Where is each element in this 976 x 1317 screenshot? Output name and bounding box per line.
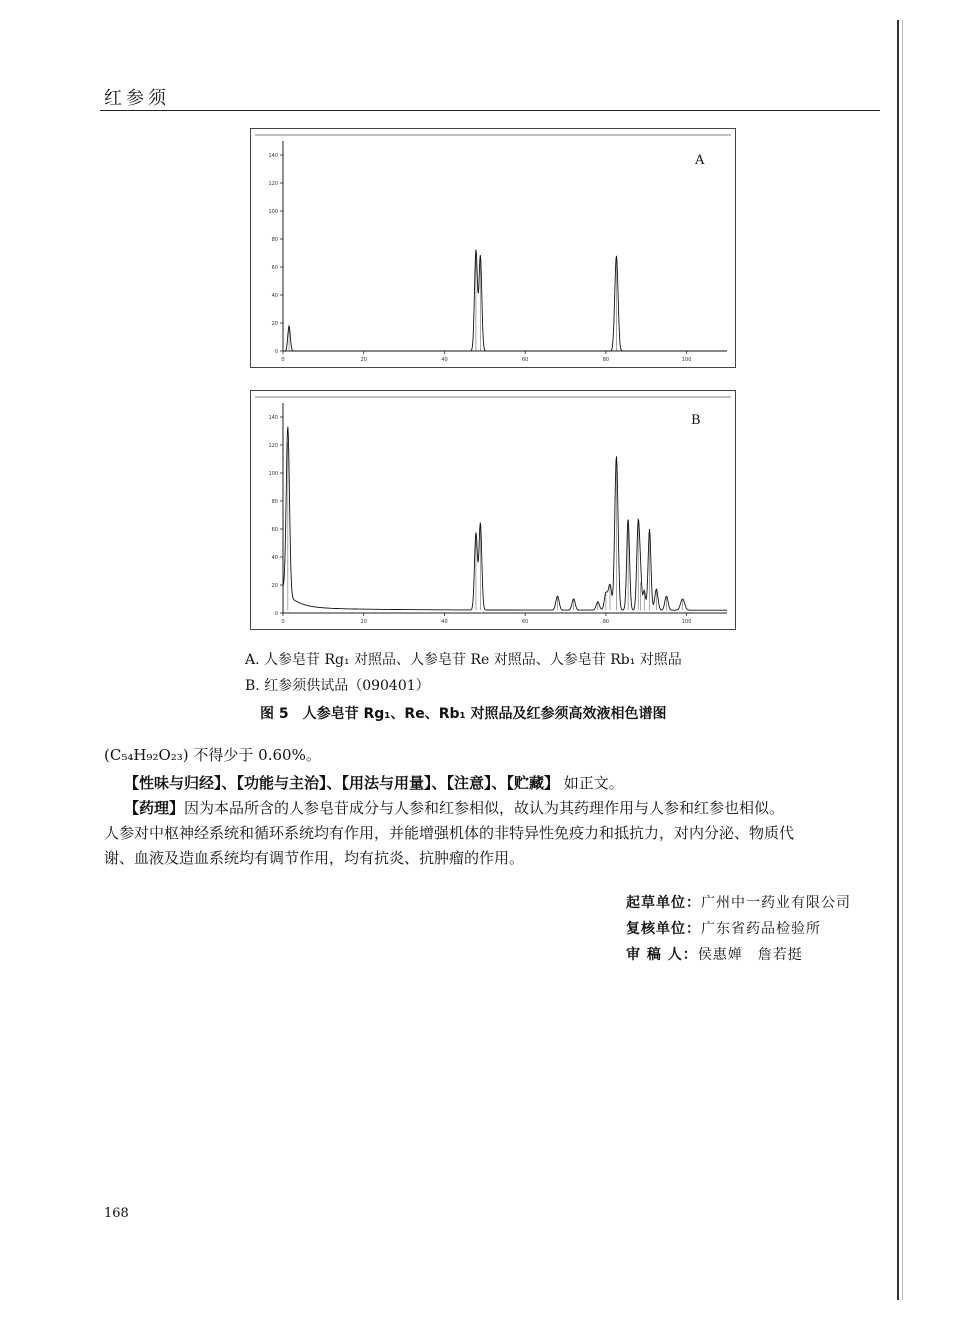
y-tick-label: 100 (268, 209, 278, 215)
figure-caption-a: A. 人参皂苷 Rg₁ 对照品、人参皂苷 Re 对照品、人参皂苷 Rb₁ 对照品 (245, 652, 682, 668)
page-number: 168 (104, 1206, 129, 1221)
page-edge-line (897, 20, 899, 1300)
reviewer-signature (626, 918, 821, 938)
pharmacology-label: 【药理】 (124, 799, 185, 817)
editor-label: 审 稿 人： (626, 947, 698, 963)
x-tick-label: 100 (681, 357, 692, 363)
y-tick-label: 60 (271, 527, 278, 533)
chromatogram-panel-b (250, 390, 736, 630)
x-tick-label: 40 (441, 357, 448, 363)
x-tick-label: 80 (602, 357, 610, 363)
y-tick-label: 0 (274, 349, 278, 355)
chromatogram-a-plot (251, 129, 735, 367)
y-tick-label: 80 (271, 499, 278, 505)
formula-line: (C₅₄H₉₂O₂₃) 不得少于 0.60%。 (104, 746, 321, 764)
pharmacology-line-2: 人参对中枢神经系统和循环系统均有作用，并能增强机体的非特异性免疫力和抵抗力，对内分泌、物质代 (104, 824, 795, 842)
figure-title: 图 5 人参皂苷 Rg₁、Re、Rb₁ 对照品及红参须高效液相色谱图 (260, 706, 667, 722)
page-edge-line-light (902, 20, 903, 1300)
x-tick-label: 0 (281, 357, 285, 363)
header-rule (100, 110, 880, 111)
drafter-label: 起草单位： (626, 895, 701, 911)
x-tick-label: 20 (360, 619, 367, 625)
panel-a-letter: A (695, 153, 705, 168)
y-tick-label: 140 (268, 415, 278, 421)
drafter-value: 广州中一药业有限公司 (701, 895, 851, 911)
y-tick-label: 0 (274, 611, 278, 617)
properties-line (124, 772, 624, 794)
y-tick-label: 80 (271, 237, 278, 243)
x-tick-label: 60 (521, 357, 529, 363)
pharmacology-line-1 (124, 797, 884, 819)
running-header-title: 红参须 (104, 88, 170, 109)
editor-signature (626, 944, 803, 964)
y-tick-label: 20 (271, 583, 278, 589)
chromatogram-b-plot (251, 391, 735, 629)
properties-rest: 如正文。 (563, 774, 624, 792)
y-tick-label: 40 (271, 555, 278, 561)
y-tick-label: 60 (271, 265, 278, 271)
chromatogram-panel-a (250, 128, 736, 368)
y-tick-label: 140 (268, 153, 278, 159)
y-tick-label: 120 (268, 181, 278, 187)
x-tick-label: 0 (281, 619, 285, 625)
x-tick-label: 40 (441, 619, 448, 625)
chromatogram-trace (283, 250, 727, 351)
y-tick-label: 120 (268, 443, 278, 449)
reviewer-value: 广东省药品检验所 (701, 921, 821, 937)
y-tick-label: 20 (271, 321, 278, 327)
panel-b-letter: B (691, 413, 701, 428)
x-tick-label: 20 (360, 357, 367, 363)
x-tick-label: 80 (602, 619, 610, 625)
editor-value: 侯惠婵 詹若挺 (697, 947, 803, 963)
reviewer-label: 复核单位： (626, 921, 701, 937)
drafter-signature (626, 892, 851, 912)
section-headings: 【性味与归经】、【功能与主治】、【用法与用量】、【注意】、【贮藏】 (124, 774, 560, 792)
figure-caption-b: B. 红参须供试品（090401） (245, 678, 430, 694)
y-tick-label: 40 (271, 293, 278, 299)
x-tick-label: 60 (521, 619, 529, 625)
x-tick-label: 100 (681, 619, 692, 625)
pharmacology-line-3: 谢、血液及造血系统均有调节作用，均有抗炎、抗肿瘤的作用。 (104, 849, 525, 867)
chromatogram-trace (283, 427, 727, 610)
y-tick-label: 100 (268, 471, 278, 477)
pharmacology-text-1: 因为本品所含的人参皂苷成分与人参和红参相似，故认为其药理作用与人参和红参也相似。 (184, 799, 785, 817)
